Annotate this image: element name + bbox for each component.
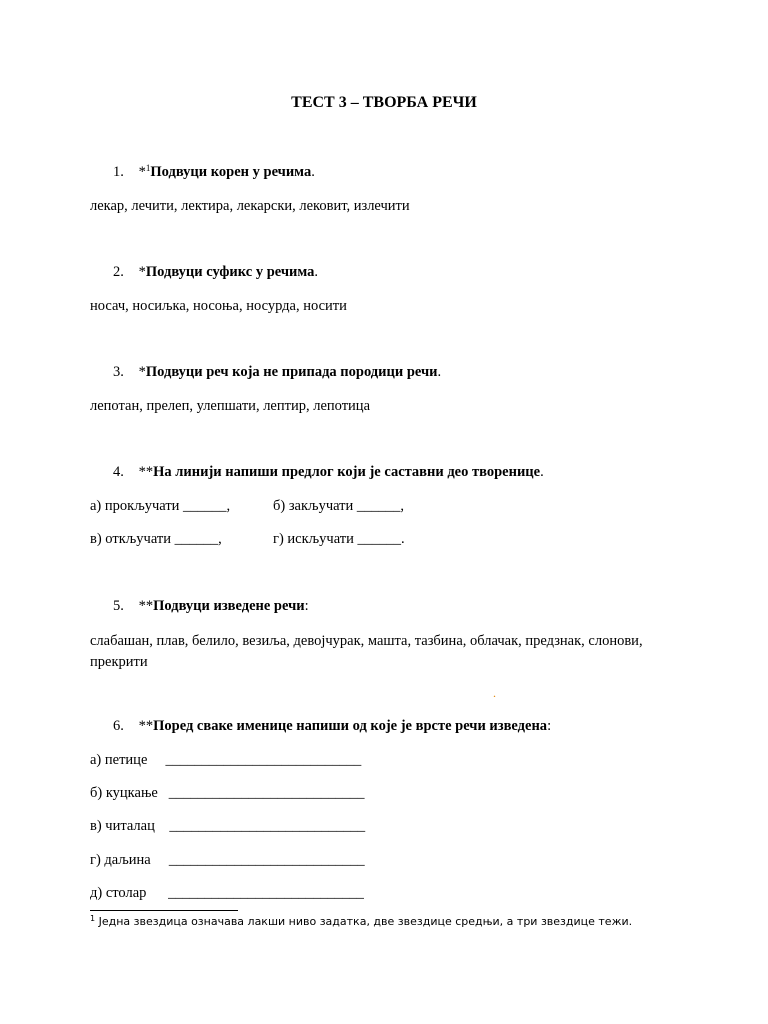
question-stars: ** — [138, 718, 154, 734]
question-end: . — [311, 164, 315, 180]
q1-words: лекар, лечити, лектира, лекарски, лековит, излечити — [90, 198, 410, 214]
q6-item-a: а) петице ___________________________ — [90, 752, 362, 768]
question-4 — [113, 464, 544, 481]
question-text: Подвуци реч која не припада породици речи — [145, 364, 438, 380]
question-number: 3. — [113, 364, 124, 380]
q6-item-b: б) куцкање ___________________________ — [90, 785, 365, 801]
question-3 — [113, 364, 441, 381]
question-number: 5. — [113, 598, 124, 614]
question-stars: * — [138, 164, 146, 180]
footnote-text: Једна звездица означава лакши ниво задатка, две звездице средњи, а три звездице тежи. — [95, 915, 633, 928]
q4-item-a: а) прокључати ______, — [90, 498, 231, 514]
question-end: : — [547, 718, 552, 734]
question-stars: * — [138, 364, 146, 380]
question-stars: ** — [138, 598, 154, 614]
footnote-divider — [90, 910, 238, 911]
question-number: 1. — [113, 164, 124, 180]
q3-words: лепотан, прелеп, улепшати, лептир, лепотица — [90, 398, 371, 414]
question-6 — [113, 718, 551, 735]
question-text: Подвуци корен у речима — [150, 164, 312, 180]
q4-item-b: б) закључати ______, — [273, 498, 405, 514]
question-1 — [113, 163, 315, 181]
question-end: . — [437, 364, 442, 380]
question-end: : — [304, 598, 309, 614]
footnote-number: 1 — [90, 914, 96, 923]
question-text: Подвуци суфикс у речима — [145, 264, 315, 280]
q2-words: носач, носиљка, носоња, носурда, носити — [90, 298, 347, 314]
page-title: ТЕСТ 3 – ТВОРБА РЕЧИ — [291, 94, 477, 111]
footnote — [90, 914, 632, 928]
q6-item-e: д) столар ___________________________ — [90, 885, 364, 901]
q4-item-d: г) искључати ______. — [273, 531, 405, 547]
question-text: На линији напиши предлог који је саставни део творенице — [153, 464, 541, 480]
question-number: 2. — [113, 264, 124, 280]
question-2 — [113, 264, 318, 281]
q6-item-d: г) даљина ___________________________ — [90, 852, 365, 868]
question-end: . — [540, 464, 544, 480]
question-text: Поред сваке именице напиши од које је врсте речи изведена — [153, 718, 548, 734]
question-text: Подвуци изведене речи — [153, 598, 305, 614]
q6-item-c: в) читалац ___________________________ — [90, 818, 366, 834]
stray-mark: . — [493, 686, 496, 700]
question-number: 6. — [113, 718, 124, 734]
question-number: 4. — [113, 464, 124, 480]
question-end: . — [314, 264, 319, 280]
question-stars: ** — [138, 464, 154, 480]
footnote-ref: 1 — [145, 163, 151, 173]
question-stars: * — [138, 264, 146, 280]
q4-item-c: в) откључати ______, — [90, 531, 222, 547]
q5-words: слабашан, плав, белило, везиља, девојчурак, машта, тазбина, облачак, предзнак, слонови, прекрити — [90, 633, 643, 670]
question-5 — [113, 598, 309, 615]
